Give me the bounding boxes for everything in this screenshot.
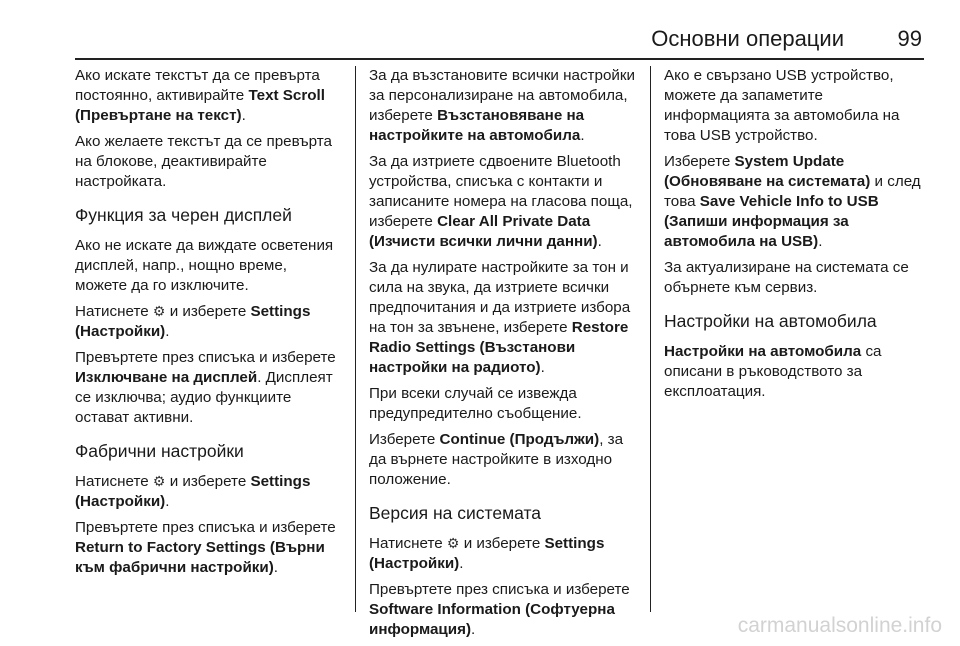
setting-name: Настройки на автомобила: [664, 343, 862, 360]
column-1: [75, 66, 341, 584]
section-heading: Настройки на автомобила: [664, 311, 877, 331]
paragraph: При всеки случай се извежда предупредително съобщение.: [369, 385, 582, 422]
watermark: carmanualsonline.info: [737, 614, 942, 637]
setting-name: Text Scroll (Превъртане на текст): [75, 87, 325, 124]
paragraph: Натиснете ⚙ и изберете Settings (Настройки).: [75, 473, 311, 510]
paragraph: За да възстановите всички настройки за персонализиране на автомобила, изберете Възстановяване на настройките на автомобила.: [369, 67, 636, 144]
section-heading: Версия на системата: [369, 503, 542, 523]
header-rule: [75, 58, 924, 60]
setting-name: Software Information (Софтуерна информация): [369, 601, 615, 638]
paragraph: За да изтриете сдвоените Bluetooth устройства, списъка с контакти и записаните номера на гласова поща, изберете Clear All Private Data (Изчисти всички лични данни).: [369, 153, 633, 250]
gear-icon: ⚙: [152, 473, 166, 489]
page-header: [0, 0, 960, 60]
setting-name: Save Vehicle Info to USB (Запиши информация за автомобила на USB): [664, 193, 879, 250]
paragraph: За да нулирате настройките за тон и сила на звука, да изтриете всички предпочитания и да изтриете избора на тон за звънене, изберете Restore Radio Settings (Възстанови настройки на радиото).: [369, 259, 631, 376]
column-divider-1: [355, 66, 356, 612]
setting-name: Възстановяване на настройките на автомобила: [369, 107, 585, 144]
setting-name: Settings (Настройки): [369, 535, 605, 572]
setting-name: Restore Radio Settings (Възстанови настройки на радиото): [369, 319, 629, 376]
paragraph: Ако искате текстът да се превърта постоянно, активирайте Text Scroll (Превъртане на текст).: [75, 67, 325, 124]
paragraph: Натиснете ⚙ и изберете Settings (Настройки).: [75, 303, 311, 340]
gear-icon: ⚙: [152, 303, 166, 319]
section-heading: Функция за черен дисплей: [75, 205, 292, 225]
setting-name: System Update (Обновяване на системата): [664, 153, 871, 190]
column-divider-2: [650, 66, 651, 612]
setting-name: Settings (Настройки): [75, 473, 311, 510]
paragraph: Превъртете през списъка и изберете Software Information (Софтуерна информация).: [369, 581, 630, 638]
setting-name: Return to Factory Settings (Върни към фабрични настройки): [75, 539, 325, 576]
paragraph: Превъртете през списъка и изберете Return to Factory Settings (Върни към фабрични настройки).: [75, 519, 336, 576]
paragraph: Натиснете ⚙ и изберете Settings (Настройки).: [369, 535, 605, 572]
paragraph: Изберете System Update (Обновяване на системата) и след това Save Vehicle Info to USB (Запиши информация за автомобила на USB).: [664, 153, 921, 250]
paragraph: Изберете Continue (Продължи), за да върнете настройките в изходно положение.: [369, 431, 624, 488]
paragraph: Настройки на автомобила са описани в ръководството за експлоатация.: [664, 343, 882, 400]
column-2: [369, 66, 635, 646]
setting-name: Clear All Private Data (Изчисти всички лични данни): [369, 213, 598, 250]
paragraph: Превъртете през списъка и изберете Изключване на дисплей. Дисплеят се изключва; аудио функциите остават активни.: [75, 349, 336, 426]
gear-icon: ⚙: [446, 535, 460, 551]
page-title: Основни операции: [651, 26, 844, 51]
paragraph: Ако е свързано USB устройство, можете да запаметите информацията за автомобила на това USB устройство.: [664, 67, 900, 144]
column-3: [664, 66, 930, 408]
page-number: 99: [897, 26, 922, 51]
setting-name: Settings (Настройки): [75, 303, 311, 340]
paragraph: За актуализиране на системата се обърнете към сервиз.: [664, 259, 909, 296]
setting-name: Continue (Продължи): [439, 431, 600, 448]
paragraph: Ако не искате да виждате осветения дисплей, напр., нощно време, можете да го изключите.: [75, 237, 334, 294]
setting-name: Изключване на дисплей: [75, 369, 258, 386]
paragraph: Ако желаете текстът да се превърта на блокове, деактивирайте настройката.: [75, 133, 332, 190]
section-heading: Фабрични настройки: [75, 441, 244, 461]
